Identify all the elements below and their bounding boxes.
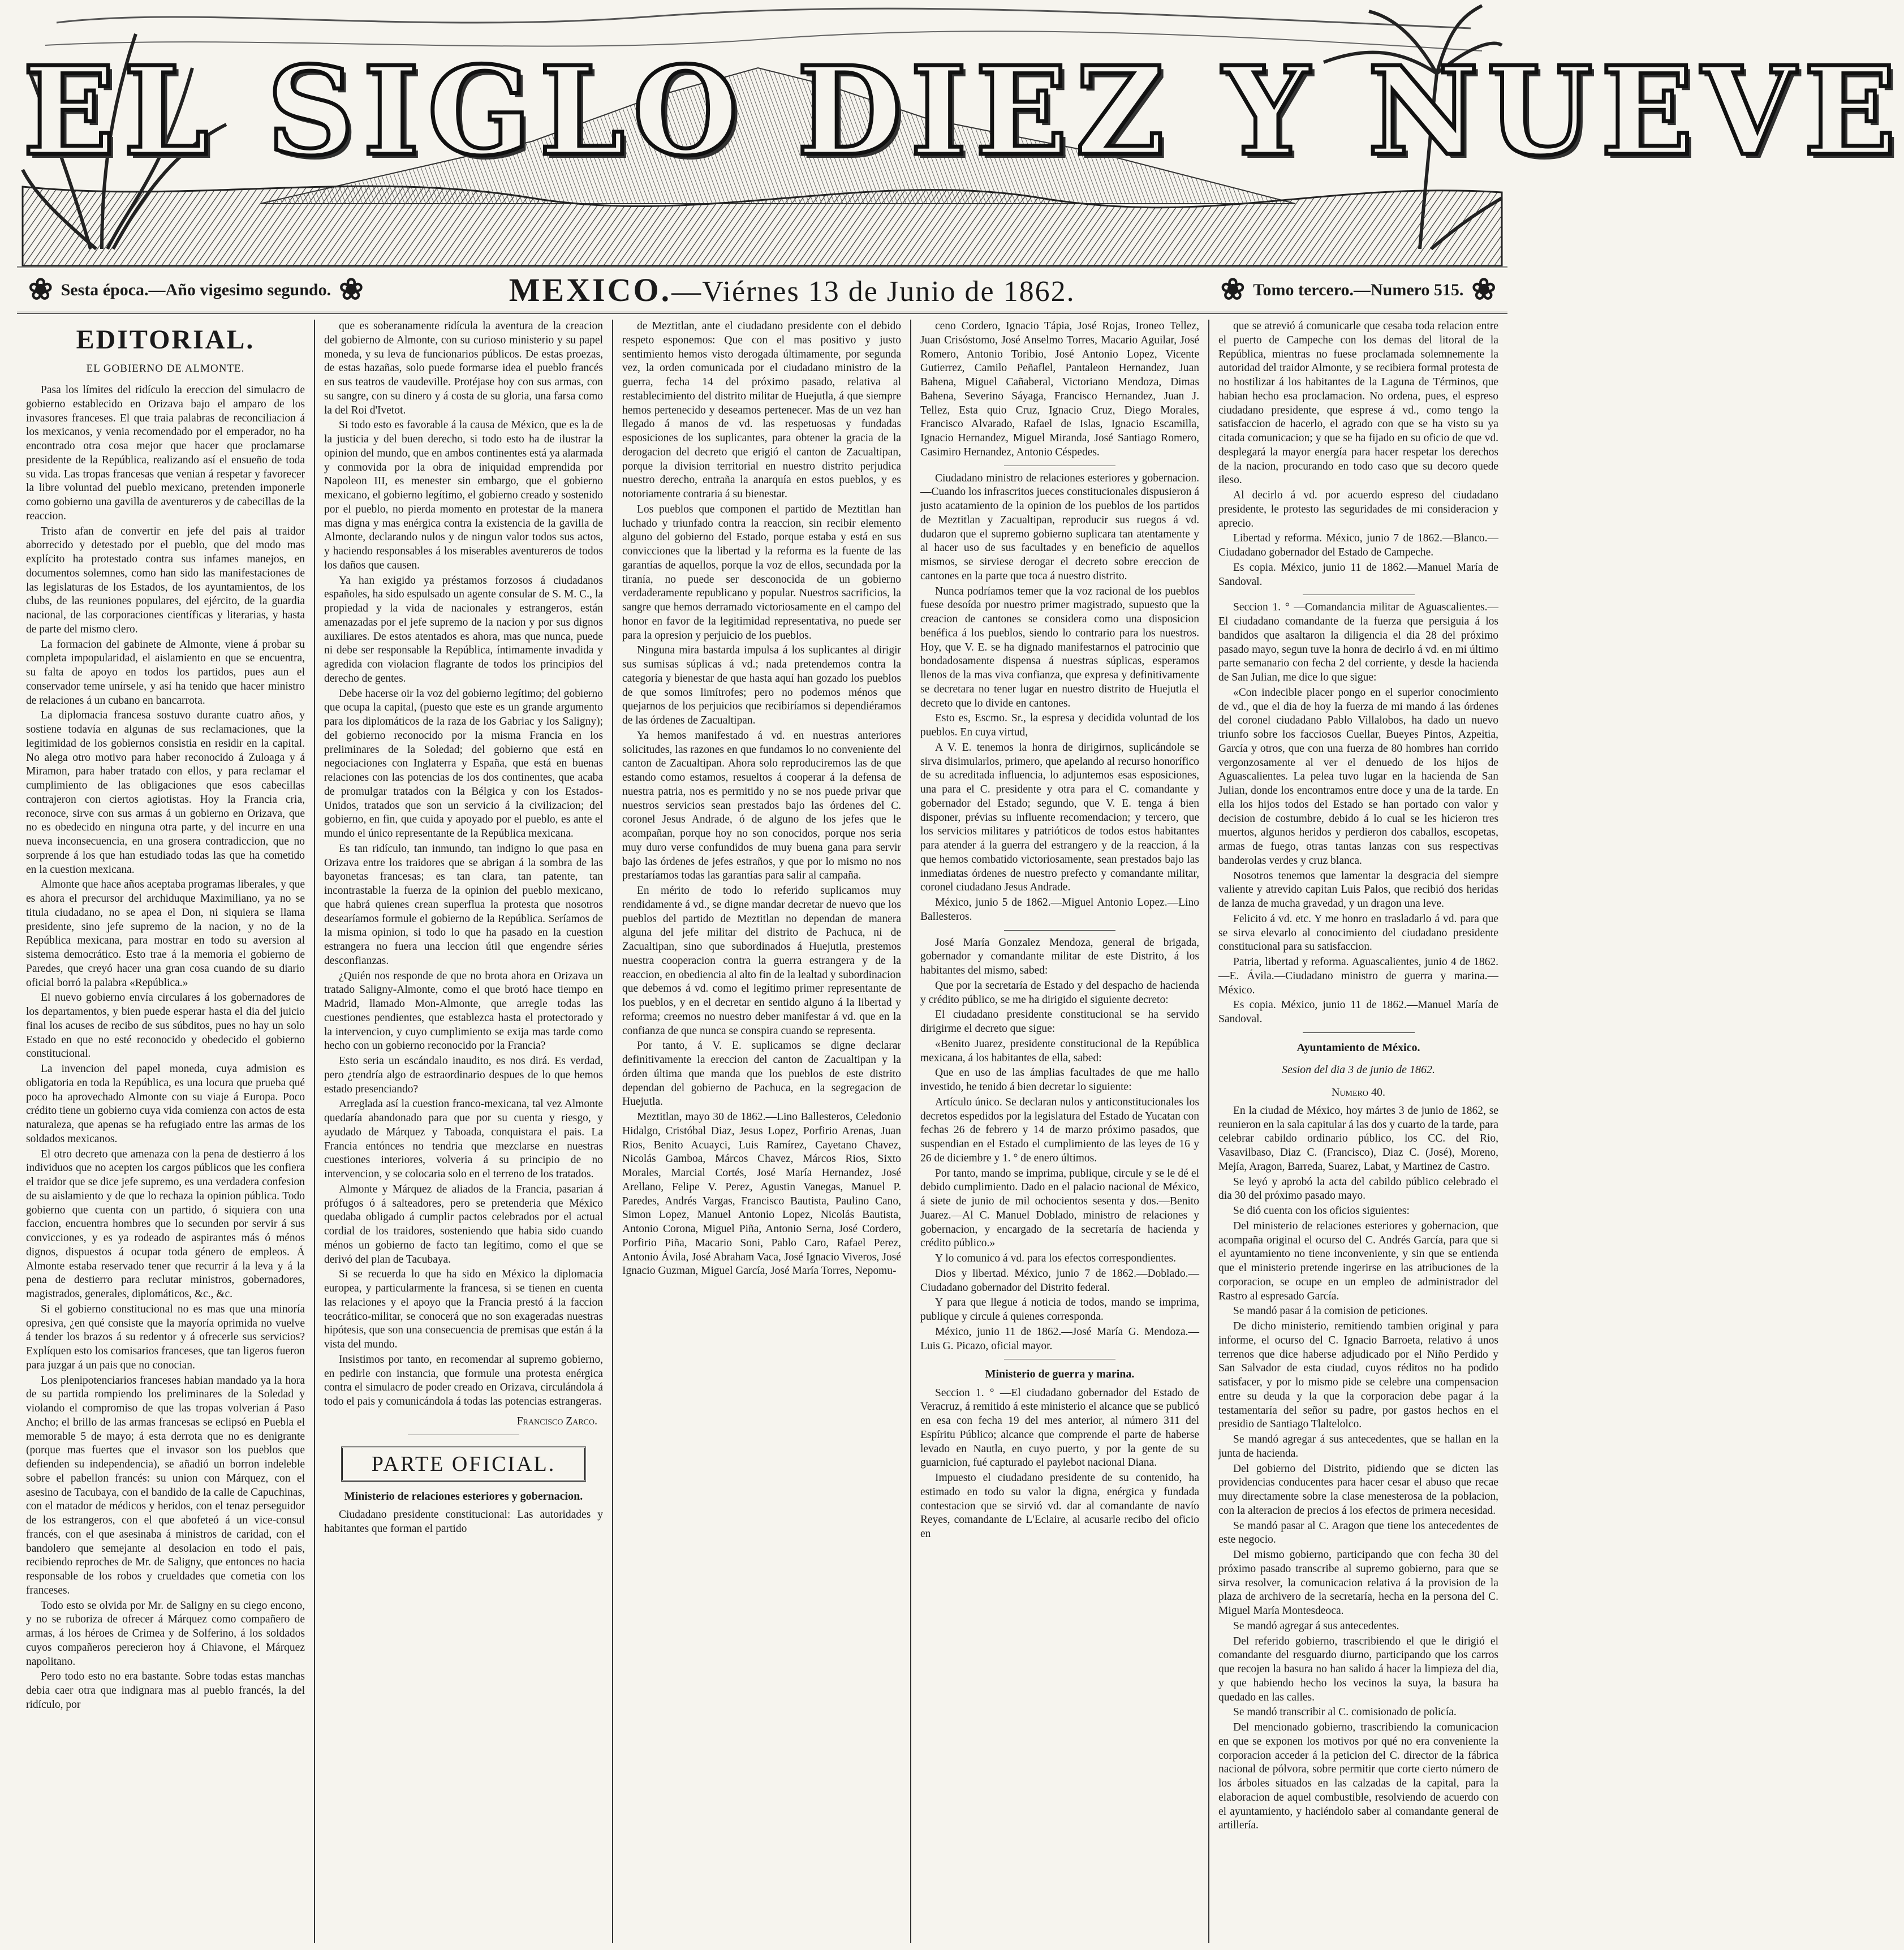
ornament-icon: ❀ <box>339 273 364 306</box>
column-3 <box>613 320 911 1943</box>
section-title-editorial: EDITORIAL. <box>76 325 255 355</box>
paragraph: Del referido gobierno, trascribiendo el que le dirigió el comandante del resguardo diurno, participando que los carros que recojen la basura no han salido á hacer la limpieza del dia, y que habiendo hecho los vecinos la suya, la basura ha quedado en las calles. <box>1218 1635 1498 1703</box>
paragraph: El otro decreto que amenaza con la pena de destierro á los individuos que no acepten los cargos públicos que les confiera el traidor que se dice jefe supremo, es una verdadera confesion de su aislamiento y de que lo rechaza la opinion pública. Todo gobierno que cuenta con un partido, ó siquiera con una faccion, encuentra hombres que lo secunden por servir á sus convicciones, y es ya rodeado de aspirantes más ó ménos dignos, dispuestos á ocupar toda género de empleos. Á Almonte estaba reservado tener que recurrir á la leva y á la pena de destierro para reclutar ministros, gobernadores, magistrados, generales, diplomáticos, &c., &c. <box>26 1148 305 1301</box>
paragraph: Es copia. México, junio 11 de 1862.—Manuel María de Sandoval. <box>1218 561 1498 588</box>
paragraph: Si el gobierno constitucional no es mas que una minoría opresiva, ¿en qué consiste que la mayoría oprimida no vuelve á tender los brazos á su redentor y á ofrecerle sus servicios? Explíquen esto los comisarios franceses, que tan ligeros fueron para juzgar á un pais que no conocian. <box>26 1303 305 1371</box>
paragraph: Almonte que hace años aceptaba programas liberales, y que es ahora el precursor del archiduque Maximiliano, ya no se titula ciudadano, no se apea el Don, ni siquiera se llama presidente, sino jefe supremo de la nacion, y no de la República mexicana, para mostrar en todo su aversion al sistema democrático. Esto trae á la memoria el gobierno de Paredes, que creyó hacer una gran cosa cuando de su diario oficial borró la palabra «República.» <box>26 879 305 989</box>
paragraph: Los pueblos que componen el partido de Meztitlan han luchado y triunfado contra la reaccion, sin recibir elemento alguno del gobierno del Estado, porque estaba y está en sus convicciones que la libertad y la reforma es la fuente de las garantías de aquellos, porque la voz de ellos, secundada por la tiranía, no puede ser desconocida de un gobierno verdaderamente republicano y popular. Nuestros sacrificios, la sangre que hemos derramado victoriosamente en el campo del honor en favor de la legitimidad representativa, no puede ser para la opresion y perjuicio de los pueblos. <box>622 503 901 642</box>
paragraph: Felicito á vd. etc. Y me honro en trasladarlo á vd. para que se sirva elevarlo al conocimiento del ciudadano presidente constitucional para su satisfaccion. <box>1218 912 1498 953</box>
paragraph: Es copia. México, junio 11 de 1862.—Manuel María de Sandoval. <box>1218 999 1498 1025</box>
newspaper-title: EL SIGLO DIEZ Y NUEVE <box>23 40 1904 183</box>
paragraph: Ya han exigido ya préstamos forzosos á ciudadanos españoles, ha sido espulsado un agente consular de S. M. C., la propiedad y la vida de nacionales y estrangeros, están amenazadas por el jefe supremo de la nacion y por sus dignos auxiliares. De estos atentados es ahora, mas que nunca, puede ni debe ser responsable la República, íntimamente invadida y agredida con violacion flagrante de todos los principios del derecho de gentes. <box>324 574 603 685</box>
paragraph: Si todo esto es favorable á la causa de México, que es la de la justicia y del buen derecho, si todo esto ha de ilustrar la opinion del mundo, que en ambos continentes está ya alarmada y conmovida por la obra de iniquidad emprendida por Napoleon III, es menester sin embargo, que el gobierno mexicano, el gobierno legítimo, el gobierno creado y sostenido por el pueblo, no pierda momento en protestar de la manera mas digna y mas enérgica contra la existencia de la gavilla de Almonte, declarando nulos y de ningun valor todos sus actos, y haciendo responsables á los miserables aventureros de todos los daños que causen. <box>324 419 603 571</box>
paragraph: Seccion 1. ° —Comandancia militar de Aguascalientes.—El ciudadano comandante de la fuerza que persiguia á los bandidos que asaltaron la diligencia el dia 28 del próximo pasado mayo, segun tuve la honra de decirlo á vd. en mi último parte semanario con fecha 2 del corriente, y desde la hacienda de San Julian, me dice lo que sigue: <box>1218 601 1498 683</box>
section-title-parte-oficial: PARTE OFICIAL. <box>341 1447 586 1482</box>
editorial-subtitle: EL GOBIERNO DE ALMONTE. <box>86 362 245 374</box>
paragraph: La invencion del papel moneda, cuya admision es obligatoria en toda la República, es una locura que prueba qué poco ha aprovechado Almonte con su viaje á Europa. Poco crédito tiene un gobierno cuya vida comienza con actos de esta naturaleza, que apenas se ha refugiado entre las armas de los soldados mexicanos. <box>26 1063 305 1145</box>
dateline-left <box>28 273 364 306</box>
paragraph: Tristo afan de convertir en jefe del pais al traidor aborrecido y detestado por el pueblo, que del modo mas explícito ha protestado contra sus infames manejos, en documentos solemnes, como han sido las manifestaciones de las legislaturas de los Estados, de los ayuntamientos, de los clubs, de las reuniones populares, del ejército, de la guardia nacional, de las corporaciones científicas y literarias, y hasta de parte del mismo clero. <box>26 525 305 635</box>
paragraph: Se dió cuenta con los oficios siguientes: <box>1233 1205 1410 1217</box>
paragraph: Se leyó y aprobó la acta del cabildo público celebrado el dia 30 del próximo pasado mayo. <box>1218 1176 1498 1202</box>
ornament-icon: ❀ <box>28 273 53 306</box>
paragraph: que es soberanamente ridícula la aventura de la creacion del gobierno de Almonte, con su curioso ministerio y su papel moneda, y su leva de funcionarios públicos. De estas proezas, de estas hazañas, solo puede formarse idea el pueblo francés en sus teatros de vaudeville. Protéjase hoy con sus armas, con su sangre, con su dinero y á costa de su gloria, una farsa como la del Roi d'Ivetot. <box>324 320 603 416</box>
paragraph: Se mandó pasar al C. Aragon que tiene los antecedentes de este negocio. <box>1218 1519 1498 1546</box>
epoch-label: Sesta época.—Año vigesimo segundo. <box>61 280 331 299</box>
paragraph: Esto seria un escándalo inaudito, es nos dirá. Es verdad, pero ¿tendría algo de estraordinario despues de lo que hemos estado presenciando? <box>324 1055 603 1095</box>
date-label: —Viérnes 13 de Junio de 1862. <box>671 276 1075 308</box>
session-heading: Sesion del dia 3 de junio de 1862. <box>1281 1064 1436 1077</box>
paragraph: Debe hacerse oir la voz del gobierno legítimo; del gobierno que ocupa la capital, (puesto que este es un grande argumento para los diplomáticos de la raza de los Gabriac y los Saligny); del gobierno reconocido por la misma Francia en los preliminares de la Soledad; del gobierno que está en negociaciones con Inglaterra y España, que está en buenas relaciones con las potencias de los dos continentes, que acaba de promulgar tratados con la Bélgica y con los Estados-Unidos, tratados que son un servicio á la civilizacion; del gobierno, en fin, que cuida y apoyado por el pueblo, es ante el mundo el único representante de la República mexicana. <box>324 687 603 840</box>
paragraph: Si se recuerda lo que ha sido en México la diplomacia europea, y particularmente la francesa, si se tienen en cuenta las relaciones y el apoyo que la Francia prestó á la faccion teocrático-militar, se conocerá que no son exageradas nuestras hipótesis, que son una consecuencia de premisas que están á la vista del mundo. <box>324 1268 603 1350</box>
masthead <box>23 0 1904 266</box>
session-number: Numero 40. <box>1331 1086 1385 1099</box>
paragraph: Por tanto, mando se imprima, publique, circule y se le dé el debido cumplimiento. Dado en el palacio nacional de México, á siete de junio de mil ochocientos sesenta y dos.—Benito Juarez.—Al C. Manuel Doblado, ministro de relaciones y gobernacion, y encargado de la secretaría de hacienda y crédito público.» <box>920 1167 1199 1250</box>
paragraph: «Benito Juarez, presidente constitucional de la República mexicana, á los habitantes de ella, sabed: <box>920 1038 1199 1064</box>
paragraph: El nuevo gobierno envía circulares á los gobernadores de los departamentos, y bien puede esperar hasta el dia del juicio final los acuses de recibo de sus súbditos, pues no hay un solo Estado en que no esté reconocido y obedecido el gobierno constitucional. <box>26 992 305 1060</box>
paragraph: Almonte y Márquez de aliados de la Francia, pasarian á prófugos ó á salteadores, pero se pretenderia que México quedaba obligado á cumplir pactos celebrados por el actual cordial de los traidores, sosteniendo que habia sido cuando ménos un gobierno de facto tan legítimo, como el que se derivó del plan de Tacubaya. <box>324 1183 603 1265</box>
paragraph: ¿Quién nos responde de que no brota ahora en Orizava un tratado Saligny-Almonte, como el que brotó hace tiempo en Madrid, llamado Mon-Almonte, que arregle todas las cuestiones pendientes, que establezca hasta el protectorado y la intervencion, y cuyo cumplimiento se exija mas tarde como hecho con un gobierno reconocido por la Francia? <box>324 970 603 1052</box>
paragraph: Los plenipotenciarios franceses habian mandado ya la hora de su partida rompiendo los preliminares de la Soledad y violando el compromiso de que las tropas volverian á Paso Ancho; el brillo de las armas francesas se eclipsó en Puebla el memorable 5 de mayo; á esta derrota que no es denigrante (porque mas fuertes que el invasor son los pueblos que defienden su independencia), se añadió un borron indeleble sobre el pabellon francés: su union con Márquez, con el asesino de Tacubaya, con el bandido de la calle de Capuchinas, con el matador de médicos y heridos, con el tenaz perseguidor de los estrangeros, con el que abofeteó á un vice-consul francés, con el que asesinaba á ministros de caridad, con el bandolero que semejante al desolacion en todo el pais, recibiendo reproches de Mr. de Saligny, que entonces no hacia responsable de los robos y crueldades que cometia con los franceses. <box>26 1374 305 1596</box>
paragraph: Ninguna mira bastarda impulsa á los suplicantes al dirigir sus sumisas súplicas á vd.; nada pretendemos contra la categoría y bienestar de que hasta aquí han gozado los pueblos de que somos limítrofes; pero no podemos ménos que quejarnos de los perjuicios que recibiríamos si dependiéramos de las órdenes de Zacualtipan. <box>622 644 901 726</box>
paragraph: Pasa los límites del ridículo la ereccion del simulacro de gobierno establecido en Orizava bajo el amparo de los invasores franceses. El que traia palabras de reconciliacion á los mexicanos, y venia recomendado por el emperador, no ha encontrado otra cosa mejor que hacer que proclamarse presidente de la República, realizando así el ensueño de toda su vida. Las tropas francesas que venian á respetar y favorecer la libre voluntad del pueblo mexicano, pretenden imponerle como gobierno una gavilla de aventureros y de cabecillas de la reaccion. <box>26 384 305 522</box>
paragraph: Es tan ridículo, tan inmundo, tan indigno lo que pasa en Orizava entre los traidores que se abrigan á la sombra de las bayonetas francesas; es tan clara, tan patente, tan incontrastable la fuerza de la opinion del pueblo mexicano, que habrá quienes crean superflua la protesta que nosotros desearíamos formule el gobierno de la República. Seríamos de la misma opinion, si todo lo que ha pasado en la cuestion estrangera no fuera una leccion útil que engendre séries desconfianzas. <box>324 842 603 967</box>
paragraph: Nosotros tenemos que lamentar la desgracia del siempre valiente y atrevido capitan Luis Palos, que recibió dos heridas de lanza de mucha gravedad, y un dragon una leve. <box>1218 869 1498 910</box>
paragraph: Se mandó agregar á sus antecedentes. <box>1233 1620 1399 1632</box>
paragraph: Dios y libertad. México, junio 7 de 1862.—Doblado.—Ciudadano gobernador del Distrito federal. <box>920 1267 1199 1294</box>
paragraph: ceno Cordero, Ignacio Tápia, José Rojas, Ironeo Tellez, Juan Crisóstomo, José Anselmo Torres, Macario Aguilar, José Romero, Antonio Toribio, José Antonio Lopez, Vicente Gutierrez, Camilo Peñaflel, Pantaleon Hernandez, Juan Bahena, Miguel Cañaberal, Victoriano Mendoza, Dimas Bahena, Severino Sáyaga, Francisco Hernandez, Juan J. Tellez, Esta quio Cruz, Ignacio Cruz, Diego Morales, Francisco Alvarado, Rafael de Islas, Ignacio Escamilla, Ignacio Hernandez, Miguel Miranda, José Santiago Romero, Casimiro Hernandez, Antonio Céspedes. <box>920 320 1199 458</box>
paragraph: Insistimos por tanto, en recomendar al supremo gobierno, en pedirle con instancia, que formule una protesta enérgica contra el simulacro de poder creado en Orizava, circulándola á todo el pais y comunicándola á todas las potencias estrangeras. <box>324 1353 603 1407</box>
ministry-heading: Ministerio de relaciones esteriores y gobernacion. <box>344 1490 583 1503</box>
paragraph: Arreglada así la cuestion franco-mexicana, tal vez Almonte quedaría abandonado para que por su cuenta y riesgo, y ayudado de Márquez y Taboada, conquistara el pais. La Francia entónces no tendria que mezclarse en nuestras cuestiones interiores, volveria á su principio de no intervencion, y se colocaria solo en el terreno de los tratados. <box>324 1098 603 1180</box>
paragraph: La diplomacia francesa sostuvo durante cuatro años, y sostiene todavía en algunas de sus reclamaciones, que la legitimidad de los gobiernos consistia en residir en la capital. No alega otro motivo para haber reconocido á Zuloaga y á Miramon, para haber tratado con ellos, y para reclamar el cumplimiento de las obligaciones que esos cabecillas contrajeron con ciertos agiotistas. Hoy la Francia cria, reconoce, sirve con sus armas á un gobierno en Orizava, que no es obedecido en ninguna otra parte, y del incurre en una nueva inconsecuencia, en una grosera contradiccion, que no sorprende á los que han estudiado todas las que ha cometido en la cuestion mexicana. <box>26 709 305 876</box>
column-2 <box>315 320 613 1943</box>
paragraph: Libertad y reforma. México, junio 7 de 1862.—Blanco.—Ciudadano gobernador del Estado de Campeche. <box>1218 532 1498 558</box>
article-columns <box>17 320 1507 1943</box>
paragraph: México, junio 11 de 1862.—José María G. Mendoza.—Luis G. Picazo, oficial mayor. <box>920 1325 1199 1352</box>
paragraph: Que por la secretaría de Estado y del despacho de hacienda y crédito público, se me ha dirigido el siguiente decreto: <box>920 979 1199 1006</box>
ornament-icon: ❀ <box>1471 273 1496 306</box>
paragraph: Artículo único. Se declaran nulos y anticonstitucionales los decretos espedidos por la legislatura del Estado de Yucatan con fechas 26 de febrero y 14 de marzo próximo pasados, que suspendian en el Estado el cumplimiento de las leyes de 16 y 26 de diciembre y 1. ° de enero últimos. <box>920 1096 1199 1164</box>
paragraph: Del mismo gobierno, participando que con fecha 30 del próximo pasado transcribe al supremo gobierno, para que se sirva resolver, la comunicacion relativa á la provision de la plaza de archivero de la secretaría, hecha en la persona del C. Miguel María Montesdeoca. <box>1218 1549 1498 1617</box>
paragraph: José María Gonzalez Mendoza, general de brigada, gobernador y comandante militar de este Distrito, á los habitantes del mismo, sabed: <box>920 936 1199 976</box>
paragraph: de Meztitlan, ante el ciudadano presidente con el debido respeto esponemos: Que con el mas positivo y justo sentimiento hemos visto derogada últimamente, por segunda vez, la orden comunicada por el ciudadano ministro de la guerra, fecha 14 del próximo pasado, relativa al restablecimiento del distrito militar de Huejutla, á que siempre hemos pertenecido y deseamos pertenecer. Mas de un vez han llegado á manos de vd. las respetuosas y fundadas esposiciones de los suplicantes, para obtener la gracia de la derogacion del decreto que erigió el canton de Zacualtipan, porque la division territorial en nuestro distrito perjudica nuestro derecho, entraña la anarquía en estos pueblos, y es notoriamente contraria á su bienestar. <box>622 320 901 500</box>
paragraph: Se mandó pasar á la comision de peticiones. <box>1233 1305 1428 1318</box>
paragraph: En la ciudad de México, hoy mártes 3 de junio de 1862, se reunieron en la sala capitular á las dos y cuarto de la tarde, para celebrar cabildo ordinario público, los CC. del Rio, Vasavilbaso, Diaz C. (Francisco), Diaz C. (José), Moreno, Mejía, Aragon, Barreda, Suarez, Labat, y Martinez de Castro. <box>1218 1104 1498 1173</box>
paragraph: Seccion 1. ° —El ciudadano gobernador del Estado de Veracruz, á remitido á este ministerio el alcance que se publicó en esa con fecha 19 del mes anterior, al número 311 del Espíritu Público; alcance que comprende el parte de haberse levado en Nautla, en cuyo puerto, y por la gente de su guarnicion, fué capturado el paylebot nacional Diana. <box>920 1387 1199 1469</box>
column-1 <box>17 320 315 1943</box>
divider <box>1004 930 1115 931</box>
dateline-center <box>509 271 1075 309</box>
paragraph: Por tanto, á V. E. suplicamos se digne declarar definitivamente la ereccion del canton de Zacualtipan y la órden última que manda que los pueblos de este distrito dependan del gobierno de Pachuca, en la segregacion de Huejutla. <box>622 1040 901 1108</box>
volume-label: Tomo tercero.—Numero 515. <box>1253 280 1464 299</box>
paragraph: Que en uso de las ámplias facultades de que me hallo investido, he tenido á bien decretar lo siguiente: <box>920 1067 1199 1093</box>
paragraph: Impuesto el ciudadano presidente de su contenido, ha estimado en todo su valor la digna, enérgica y fundada contestacion que se sirvió vd. dar al comandante de navío Reyes, comandante de L'Eclaire, al acusarle recibo del oficio en <box>920 1472 1199 1540</box>
divider <box>1303 1032 1415 1033</box>
paragraph: Nunca podríamos temer que la voz racional de los pueblos fuese desoída por nuestro primer magistrado, supuesto que la creacion de cantones se considera como una disposicion benéfica á los pueblos, siendo lo contrario para los nuestros. Hoy, que V. E. se ha dignado manifestarnos el patrocinio que bondadosamente dispensa á nuestras súplicas, esperamos llenos de la mas viva confianza, que expresa y definitivamente se decretara no tener lugar en nuestro distrito de Huejutla el decreto que lo divide en cantones. <box>920 585 1199 709</box>
paragraph: Pero todo esto no era bastante. Sobre todas estas manchas debia caer otra que indignara mas al pueblo francés, la del ridículo, por <box>26 1671 305 1711</box>
paragraph: Y lo comunico á vd. para los efectos correspondientes. <box>935 1252 1176 1264</box>
paragraph: Del ministerio de relaciones esteriores y gobernacion, que acompaña original el ocurso del C. Andrés García, para que si el ayuntamiento no tiene inconveniente, y sin que se entienda que el ministerio pretende ingerirse en las atribuciones de la corporacion, se ocupe en un empleo de administrador del Rastro al espresado García. <box>1218 1220 1498 1302</box>
paragraph: Se mandó agregar á sus antecedentes, que se hallan en la junta de hacienda. <box>1218 1434 1498 1460</box>
paragraph: Se mandó transcribir al C. comisionado de policía. <box>1233 1706 1457 1719</box>
paragraph: Esto es, Escmo. Sr., la espresa y decidida voluntad de los pueblos. En cuya virtud, <box>920 712 1199 738</box>
paragraph: México, junio 5 de 1862.—Miguel Antonio Lopez.—Lino Ballesteros. <box>920 897 1199 923</box>
paragraph: Al decirlo á vd. por acuerdo espreso del ciudadano presidente, le protesto las seguridades de mi consideracion y aprecio. <box>1218 489 1498 530</box>
ornament-icon: ❀ <box>1220 273 1246 306</box>
ministry-heading: Ministerio de guerra y marina. <box>985 1368 1135 1381</box>
dateline <box>17 266 1507 314</box>
column-4 <box>911 320 1209 1943</box>
paragraph: Del gobierno del Distrito, pidiendo que se dicten las providencias conducentes para hacer cesar el abuso que recae muy directamente sobre la clase menesterosa de la poblacion, con la alteracion de precios á los efectos de primera necesidad. <box>1218 1462 1498 1517</box>
section-heading-ayuntamiento: Ayuntamiento de México. <box>1296 1041 1420 1054</box>
paragraph: A V. E. tenemos la honra de dirigirnos, suplicándole se sirva disimularlos, primero, que apelando al recurso honorífico de su acreditada influencia, lo adjuntemos esas esposiciones, una para el C. presidente y otra para el C. comandante y gobernador del Estado; segundo, que V. E. tenga á bien disponer, prévias su influente recomendacion; y tercero, que los servicios militares y patrióticos de todos estos habitantes para atender á la guerra del estrangero y de la reaccion, á la que hemos combatido victoriosamente, sean prestados bajo las inmediatas órdenes de nuestro prefecto y comandante militar, coronel ciudadano Jesus Andrade. <box>920 741 1199 894</box>
paragraph: Todo esto se olvida por Mr. de Saligny en su ciego encono, y no se ruboriza de ofrecer á Márquez como compañero de armas, á los héroes de Crimea y de Solferino, á los soldados cuyos compañeros perecieron hoy á Chiavone, el Márquez napolitano. <box>26 1599 305 1668</box>
dateline-right <box>1220 273 1496 306</box>
city-label: MEXICO. <box>509 272 672 308</box>
author-signature: Francisco Zarco. <box>516 1415 597 1427</box>
paragraph: Ya hemos manifestado á vd. en nuestras anteriores solicitudes, las razones en que fundamos lo no conveniente del canton de Zacualtipan. Ahora solo reproduciremos las de que estando como estamos, resueltos á cooperar á la defensa de nuestra patria, nos es permitido y no se nos puede privar que nuestros servicios sean prestados bajo las órdenes del C. coronel Jesus Andrade, ó de alguno de los jefes que le acompañan, porque hoy no son conocidos, porque nos seria muy duro verse confundidos de muy buena gana para servir bajo las órdenes de jefes estraños, y que por lo mismo no nos prestaríamos todas las garantías para salir al campaña. <box>622 729 901 882</box>
paragraph: Meztitlan, mayo 30 de 1862.—Lino Ballesteros, Celedonio Hidalgo, Cristóbal Diaz, Jesus Lopez, Porfirio Arenas, Juan Rios, Benito Acuayci, Luis Ramírez, Cayetano Chavez, Nicolás Gamboa, Márcos Chavez, Márcos Rios, Sixto Morales, Marcial Cortés, José María Hernandez, José Arellano, Felipe V. Perez, Agustin Vanegas, Manuel P. Paredes, Andrés Vargas, Francisco Bautista, Paulino Cano, Simon Lopez, Manuel Antonio Lopez, Nicolás Bautista, Antonio Corona, Miguel Piña, Antonio Serna, José Cordero, Porfirio Piña, Macario Soni, Pablo Caro, Rafael Perez, Antonio Ávila, José Abraham Vaca, José Ignacio Viveros, José Ignacio Guzman, Miguel García, José María Torres, Nepomu- <box>622 1111 901 1277</box>
paragraph: Ciudadano presidente constitucional: Las autoridades y habitantes que forman el partido <box>324 1509 603 1535</box>
paragraph: Patria, libertad y reforma. Aguascalientes, junio 4 de 1862.—E. Ávila.—Ciudadano ministro de guerra y marina.—México. <box>1218 956 1498 996</box>
paragraph: La formacion del gabinete de Almonte, viene á probar su completa impopularidad, el aislamiento en que se encuentra, su falta de apoyo en todos los partidos, pues aun el conservador teme unírsele, y así ha tenido que hacer ministro de relaciones á un cubano en bancarrota. <box>26 638 305 707</box>
paragraph: En mérito de todo lo referido suplicamos muy rendidamente á vd., se digne mandar decretar de nuevo que los pueblos del partido de Meztitlan no dependan de manera alguna del jefe militar del distrito de Pachuca, ni de Zacualtipan, sino que subordinados á Huejutla, prestemos nuestra cooperacion contra la guerra estrangera y de la reaccion, en obediencia al alto fin de la lealtad y subordinacion que debemos á vd. como el legítimo primer representante de los pueblos, y en el decretar en sentido alguno á la libertad y reforma; creemos no nuestro deber manifestar á vd. que en la confianza de que nunca se conspira cuando se representa. <box>622 885 901 1037</box>
paragraph: De dicho ministerio, remitiendo tambien original y para informe, el ocurso del C. Ignacio Barroeta, relativo á unos terrenos que dice haberse adjudicado por el Niño Perdido y San Salvador de esta ciudad, cuyos réditos no ha podido satisfacer, y por lo mismo pide se celebre una compensacion entre su deuda y la que la corporacion debe pagar á la testamentaría del señor su padre, por gastos hechos en el presidio de Santiago Tlaltelolco. <box>1218 1320 1498 1431</box>
paragraph: «Con indecible placer pongo en el superior conocimiento de vd., que el dia de hoy la fuerza de mi mando á las órdenes del coronel ciudadano Pablo Villalobos, ha dado un nuevo triunfo sobre los facciosos Cuellar, Bueyes Pintos, Azpeitia, García y otros, que con una fuerza de 80 hombres han corrido vergonzosamente al ver el denuedo de los hijos de Aguascalientes. La pelea tuvo lugar en la hacienda de San Julian, donde los encontramos entre doce y una de la tarde. En ella los hijos todos del Estado se han portado con valor y decision de costumbre, debido á lo cual se les hicieron tres muertos, algunos heridos y perdieron dos caballos, escopetas, armas de fuego, otras tantas lanzas con sus respectivas banderolas verdes y cruz blanca. <box>1218 686 1498 867</box>
paragraph: Y para que llegue á noticia de todos, mando se imprima, publique y circule á quienes corresponda. <box>920 1297 1199 1323</box>
paragraph: Del mencionado gobierno, trascribiendo la comunicacion en que se exponen los motivos por qué no era conveniente la corporacion acceder á la peticion del C. director de la fábrica nacional de pólvora, sobre permitir que corte cierto número de los árboles situados en las calzadas de la capital, para la elaboracion de aquel combustible, resolviendo de acuerdo con el ayuntamiento, y haciéndolo saber al comandante general de artillería. <box>1218 1721 1498 1832</box>
column-5 <box>1209 320 1507 1943</box>
paragraph: Ciudadano ministro de relaciones esteriores y gobernacion.—Cuando los infrascritos jueces constitucionales dispusieron á justo acatamiento de la opinion de los pueblos de los partidos de Meztitlan y Zacualtipan, reproducir sus ruegos á vd. dudaron que el supremo gobierno suplicara tan atentamente y al hacer uso de sus facultades y en beneficio de aquellos mismos, se sirviese derogar el decreto sobre ereccion de cantones en la parte que toca á nuestro distrito. <box>920 472 1199 582</box>
paragraph: El ciudadano presidente constitucional se ha servido dirigirme el decreto que sigue: <box>920 1009 1199 1035</box>
paragraph: que se atrevió á comunicarle que cesaba toda relacion entre el puerto de Campeche con los demas del litoral de la República, mientras no fuese proclamada solemnemente la autoridad del traidor Almonte, y se recibiera formal protesta de no hostilizar á los habitantes de la Laguna de Términos, que habian hecho esa proclamacion. No ordena, pues, el espreso ciudadano presidente, que esprese á vd., como tengo la satisfaccion de hacerlo, el agrado con que se ha visto su ya citada comunicacion; y que se ha fijado en su oficio de que vd. desplegará la mayor energía para hacer respetar los derechos de la nacion, procurando en todo caso que su decoro quede ileso. <box>1218 320 1498 487</box>
